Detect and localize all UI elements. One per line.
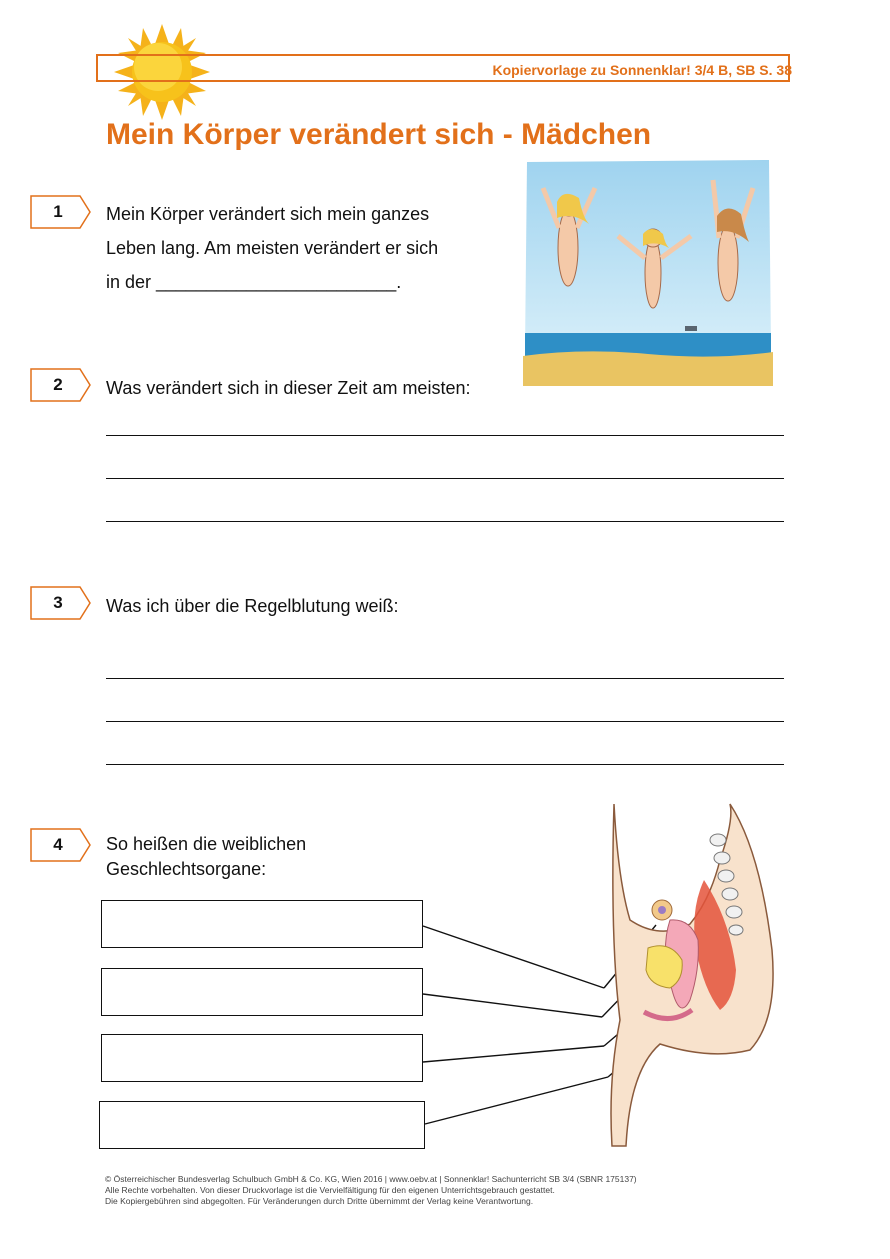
task-number: 3 [53,593,63,612]
footer-line: © Österreichischer Bundesverlag Schulbuch GmbH & Co. KG, Wien 2016 | www.oebv.at | Sonnenklar! Sachunterricht SB 3/4 (SBNR 175137) [105,1174,637,1184]
task-3-question: Was ich über die Regelblutung weiß: [106,596,399,616]
task-2-question: Was verändert sich in dieser Zeit am meisten: [106,378,471,398]
anatomy-illustration [600,800,785,1150]
task-number: 2 [53,375,63,394]
task-number: 1 [53,202,63,221]
footer-line: Alle Rechte vorbehalten. Von dieser Druckvorlage ist die Vervielfältigung für den eigenen Unterrichtsgebrauch gestattet. [105,1185,555,1195]
header-reference: Kopiervorlage zu Sonnenklar! 3/4 B, SB S. 38 [492,62,792,78]
footer-line: Die Kopiergebühren sind abgegolten. Für Veränderungen durch Dritte übernimmt der Verlag keine Verantwortung. [105,1196,534,1206]
task-1-text-line-3: in der ________________________. [106,272,402,292]
task-4-text-line-1: So heißen die weiblichen [106,834,307,854]
task-1-text-line-1: Mein Körper verändert sich mein ganzes [106,204,430,224]
task-number: 4 [53,835,63,854]
copyright-footer [105,1174,637,1207]
task-4-text-line-2: Geschlechtsorgane: [106,859,267,879]
page-title: Mein Körper verändert sich - Mädchen [106,118,652,151]
task-1-text-line-2: Leben lang. Am meisten verändert er sich [106,238,439,258]
